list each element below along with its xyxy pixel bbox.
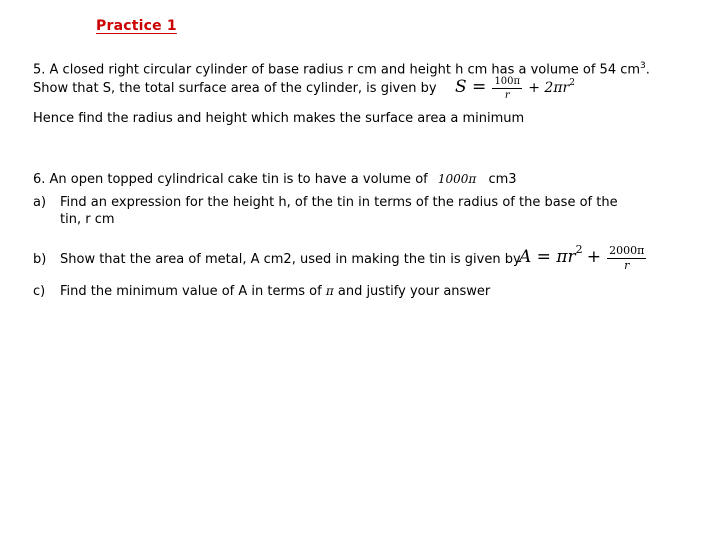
q6-formula-fraction	[607, 245, 646, 272]
q5-formula-numerator: 100π	[494, 76, 521, 87]
q6-part-a-continued	[60, 212, 115, 228]
page-title: Practice 1	[96, 18, 177, 34]
q5-formula-fraction	[492, 76, 522, 101]
q6-part-c	[33, 283, 490, 300]
q6-part-b-text: Show that the area of metal, A cm2, used in making the tin is given by	[60, 252, 521, 267]
q6-formula-lhs: A = πr	[519, 247, 576, 267]
q6-part-a-text: Find an expression for the height h, of the tin in terms of the radius of the base of the	[60, 195, 618, 210]
q6-part-b-formula	[519, 242, 648, 272]
q6-intro-text: 6. An open topped cylindrical cake tin is to have a volume of	[33, 172, 428, 187]
q6-part-c-marker: c)	[33, 284, 46, 299]
q5-formula-term: + 2πr	[528, 80, 570, 96]
q6-part-c-text-end: and justify your answer	[337, 284, 491, 299]
q6-part-b	[33, 252, 521, 268]
q5-show-text: Show that S, the total surface area of the cylinder, is given by	[33, 81, 437, 96]
q6-formula-plus: +	[586, 247, 602, 267]
q5-statement-text: 5. A closed right circular cylinder of base radius r cm and height h cm has a volume of 54 cm	[33, 62, 641, 78]
q6-volume-unit: cm3	[488, 172, 517, 187]
q5-formula-denominator: r	[504, 90, 510, 101]
q5-unit-exponent: 3	[640, 61, 646, 71]
q6-formula-numerator: 2000π	[609, 244, 645, 257]
q6-volume-value: 1000π	[437, 172, 477, 186]
q6-intro	[33, 171, 517, 188]
q5-formula-exponent: 2	[569, 78, 575, 88]
q6-formula-exponent: 2	[575, 243, 583, 256]
q5-formula-lhs: S =	[455, 77, 487, 97]
q6-part-c-text: Find the minimum value of A in terms of	[60, 284, 322, 299]
q5-formula	[455, 75, 575, 101]
q6-part-a-text-2: tin, r cm	[60, 212, 115, 227]
q5-show-line	[33, 81, 437, 97]
q5-hence-line	[33, 111, 524, 127]
q6-part-c-pi: π	[325, 284, 334, 298]
q6-part-a-marker: a)	[33, 195, 47, 210]
q5-hence-text: Hence find the radius and height which makes the surface area a minimum	[33, 111, 525, 126]
q6-formula-denominator: r	[624, 259, 630, 272]
q6-part-b-marker: b)	[33, 252, 47, 267]
q5-statement-end: .	[645, 62, 650, 78]
q6-part-a	[33, 195, 618, 211]
